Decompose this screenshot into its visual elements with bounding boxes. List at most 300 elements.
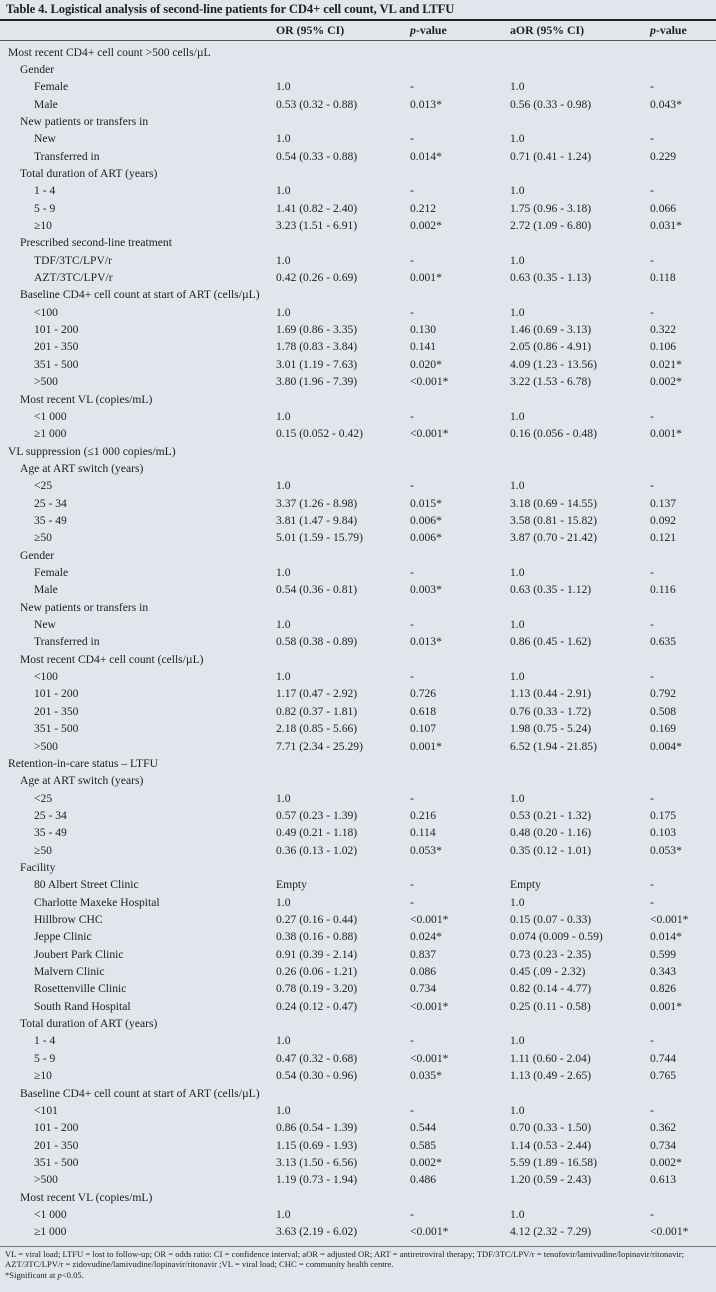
aor-cell: 4.12 (2.32 - 7.29)	[510, 1225, 592, 1239]
table-row	[0, 477, 716, 494]
row-label: South Rand Hospital	[34, 999, 131, 1013]
table-row	[0, 1067, 716, 1084]
or-cell: 0.54 (0.30 - 0.96)	[276, 1069, 358, 1083]
or-cell: 7.71 (2.34 - 25.29)	[276, 739, 363, 753]
or-cell: 3.23 (1.51 - 6.91)	[276, 219, 358, 232]
header-aor: aOR (95% CI)	[510, 23, 585, 37]
table-row	[0, 495, 716, 512]
p-value-cell: -	[410, 1207, 414, 1221]
row-label: 80 Albert Street Clinic	[34, 878, 139, 892]
row-label: 351 - 500	[34, 1155, 79, 1169]
p-value-cell: 0.734	[410, 982, 437, 996]
adjusted-p-value-cell: 0.001*	[650, 427, 682, 441]
adjusted-p-value-cell: 0.343	[650, 965, 677, 979]
or-cell: 3.63 (2.19 - 6.02)	[276, 1225, 358, 1239]
or-cell: 1.41 (0.82 - 2.40)	[276, 201, 358, 215]
footnote	[5, 1249, 711, 1280]
table-row	[0, 911, 716, 928]
row-label: Charlotte Maxeke Hospital	[34, 895, 160, 909]
table-row	[0, 824, 716, 841]
table-row	[0, 338, 716, 355]
row-label: Most recent CD4+ cell count (cells/µL)	[20, 652, 204, 666]
or-cell: 0.54 (0.33 - 0.88)	[276, 149, 358, 163]
table-row	[0, 529, 716, 546]
row-label: ≥50	[34, 843, 52, 857]
p-value-cell: 0.544	[410, 1121, 437, 1135]
p-value-cell: 0.486	[410, 1173, 437, 1187]
header-adjusted-p-value	[650, 22, 687, 39]
group-heading-row	[0, 113, 716, 130]
table-row	[0, 304, 716, 321]
or-cell: 1.78 (0.83 - 3.84)	[276, 340, 358, 354]
or-cell: 1.0	[276, 566, 291, 579]
aor-cell: 4.09 (1.23 - 13.56)	[510, 357, 597, 371]
row-label: Jeppe Clinic	[34, 930, 92, 944]
group-heading-row	[0, 599, 716, 616]
table-row	[0, 200, 716, 217]
footnote-abbreviations: VL = viral load; LTFU = lost to follow-up; OR = odds ratio: CI = confidence interval; aOR = adjusted OR; ART = antiretroviral therapy; TDF/3TC/LPV/r = tenofovir/lamivudine/lopinavir/ritonavir; AZT/3TC/LPV/r = zidovudine/lamivudine/lopinavir/ritonavir ;VL = viral load; CHC = community health centre.	[5, 1249, 685, 1270]
header-p-value	[410, 22, 447, 39]
aor-cell: 0.76 (0.33 - 1.72)	[510, 704, 592, 718]
row-label: <100	[34, 670, 58, 684]
table-row	[0, 425, 716, 442]
adjusted-p-value-cell: 0.121	[650, 531, 677, 545]
row-label: 25 - 34	[34, 808, 67, 822]
aor-cell: 1.0	[510, 184, 525, 198]
p-value-cell: -	[410, 1103, 414, 1117]
adjusted-p-value-cell: 0.734	[650, 1138, 677, 1152]
row-label: Malvern Clinic	[34, 965, 105, 979]
row-label: <1 000	[34, 409, 67, 423]
or-cell: 1.0	[276, 1103, 291, 1117]
or-cell: 1.0	[276, 253, 291, 267]
aor-cell: 1.75 (0.96 - 3.18)	[510, 201, 592, 215]
p-value-cell: -	[410, 409, 414, 423]
adjusted-p-value-cell: 0.508	[650, 704, 677, 718]
aor-cell: 1.0	[510, 253, 525, 267]
adjusted-p-value-cell: 0.229	[650, 149, 677, 163]
table-row	[0, 720, 716, 737]
row-label: ≥1 000	[34, 427, 67, 441]
or-cell: Empty	[276, 878, 307, 892]
aor-cell: 0.73 (0.23 - 2.35)	[510, 947, 592, 961]
row-label: 201 - 350	[34, 340, 79, 354]
row-label: 35 - 49	[34, 826, 67, 840]
adjusted-p-value-cell: 0.137	[650, 496, 677, 510]
adjusted-p-value-cell: -	[650, 305, 654, 319]
aor-cell: 1.0	[510, 409, 525, 423]
row-label: Gender	[20, 62, 55, 76]
or-cell: 0.24 (0.12 - 0.47)	[276, 999, 358, 1013]
p-value-cell: <0.001*	[410, 375, 449, 389]
group-heading-row	[0, 1189, 716, 1206]
or-cell: 0.27 (0.16 - 0.44)	[276, 913, 358, 926]
p-value-cell: <0.001*	[410, 1051, 449, 1065]
row-label: 25 - 34	[34, 496, 67, 510]
row-label: ≥1 000	[34, 1225, 67, 1239]
group-heading-row	[0, 234, 716, 251]
adjusted-p-value-cell: 0.322	[650, 323, 677, 337]
table-row	[0, 96, 716, 113]
adjusted-p-value-cell: 0.169	[650, 722, 677, 736]
row-label: 1 - 4	[34, 184, 56, 198]
row-label: Prescribed second-line treatment	[20, 236, 172, 250]
table-row	[0, 321, 716, 338]
table-row	[0, 807, 716, 824]
aor-cell: 1.0	[510, 305, 525, 319]
p-value-cell: 0.035*	[410, 1069, 442, 1083]
p-value-cell: -	[410, 670, 414, 684]
adjusted-p-value-cell: -	[650, 80, 654, 94]
group-heading-row	[0, 460, 716, 477]
top-rule	[0, 19, 716, 21]
section-heading-row	[0, 443, 716, 460]
table-row	[0, 946, 716, 963]
p-value-cell: 0.002*	[410, 219, 442, 232]
adjusted-p-value-cell: 0.004*	[650, 739, 682, 753]
aor-cell: 1.0	[510, 479, 525, 493]
adjusted-p-value-cell: 0.053*	[650, 843, 682, 857]
p-value-cell: <0.001*	[410, 999, 449, 1013]
table-row	[0, 1223, 716, 1240]
row-label: New patients or transfers in	[20, 600, 149, 614]
table-row	[0, 928, 716, 945]
row-label: 201 - 350	[34, 704, 79, 718]
row-label: Transferred in	[34, 149, 100, 163]
aor-cell: 0.70 (0.33 - 1.50)	[510, 1121, 592, 1135]
row-label: Gender	[20, 548, 55, 562]
aor-cell: 0.56 (0.33 - 0.98)	[510, 97, 592, 111]
group-heading-row	[0, 165, 716, 182]
table-row	[0, 1206, 716, 1223]
p-value-cell: 0.014*	[410, 149, 442, 163]
table-row	[0, 738, 716, 755]
or-cell: 0.15 (0.052 - 0.42)	[276, 427, 363, 441]
header-or: OR (95% CI)	[276, 23, 345, 37]
row-label: Male	[34, 583, 58, 597]
aor-cell: 1.0	[510, 1034, 525, 1048]
p-value-cell: 0.618	[410, 704, 437, 718]
group-heading-row	[0, 859, 716, 876]
row-label: Facility	[20, 860, 56, 874]
table-row	[0, 980, 716, 997]
aor-cell: 0.53 (0.21 - 1.32)	[510, 808, 592, 822]
adjusted-p-value-cell: -	[650, 479, 654, 493]
adjusted-p-value-cell: -	[650, 132, 654, 146]
row-label: New	[34, 618, 56, 632]
row-label: <25	[34, 479, 53, 493]
or-cell: 0.91 (0.39 - 2.14)	[276, 947, 358, 961]
row-label: Most recent VL (copies/mL)	[20, 1190, 153, 1204]
table-row	[0, 685, 716, 702]
table-row	[0, 703, 716, 720]
table-row	[0, 356, 716, 373]
group-heading-row	[0, 286, 716, 303]
or-cell: 1.0	[276, 479, 291, 493]
p-value-cell: 0.003*	[410, 583, 442, 597]
aor-cell: 5.59 (1.89 - 16.58)	[510, 1155, 597, 1169]
or-cell: 0.82 (0.37 - 1.81)	[276, 704, 358, 718]
p-value-cell: -	[410, 791, 414, 805]
aor-cell: 0.15 (0.07 - 0.33)	[510, 913, 592, 926]
row-label: Male	[34, 97, 58, 111]
row-label: Baseline CD4+ cell count at start of ART (cells/µL)	[20, 288, 260, 302]
aor-cell: 6.52 (1.94 - 21.85)	[510, 739, 597, 753]
adjusted-p-value-cell: -	[650, 1103, 654, 1117]
table-row	[0, 1154, 716, 1171]
row-label: >500	[34, 375, 58, 389]
table-row	[0, 512, 716, 529]
p-value-cell: <0.001*	[410, 913, 449, 926]
table-row	[0, 1119, 716, 1136]
or-cell: 1.0	[276, 791, 291, 805]
row-label: >500	[34, 1173, 58, 1187]
group-heading-row	[0, 651, 716, 668]
row-label: Retention-in-care status – LTFU	[8, 756, 158, 770]
row-label: <25	[34, 791, 53, 805]
row-label: Hillbrow CHC	[34, 913, 103, 926]
adjusted-p-value-cell: <0.001*	[650, 913, 689, 926]
aor-cell: 1.0	[510, 791, 525, 805]
adjusted-p-value-cell: 0.031*	[650, 219, 682, 232]
adjusted-p-value-cell: 0.826	[650, 982, 677, 996]
aor-cell: 1.20 (0.59 - 2.43)	[510, 1173, 592, 1187]
p-value-cell: -	[410, 878, 414, 892]
adjusted-p-value-cell: -	[650, 566, 654, 579]
header-p-rest: -value	[415, 23, 447, 37]
or-cell: 0.42 (0.26 - 0.69)	[276, 271, 358, 285]
aor-cell: 1.13 (0.44 - 2.91)	[510, 687, 592, 701]
section-heading-row	[0, 44, 716, 61]
p-value-cell: 0.013*	[410, 635, 442, 649]
table-row	[0, 1032, 716, 1049]
or-cell: 0.86 (0.54 - 1.39)	[276, 1121, 358, 1135]
group-heading-row	[0, 1085, 716, 1102]
adjusted-p-value-cell: 0.014*	[650, 930, 682, 944]
adjusted-p-value-cell: -	[650, 618, 654, 632]
table-row	[0, 1171, 716, 1188]
or-cell: 3.81 (1.47 - 9.84)	[276, 513, 358, 527]
table-row	[0, 1102, 716, 1119]
adjusted-p-value-cell: 0.635	[650, 635, 677, 649]
p-value-cell: 0.585	[410, 1138, 437, 1152]
row-label: Transferred in	[34, 635, 100, 649]
adjusted-p-value-cell: <0.001*	[650, 1225, 689, 1239]
or-cell: 1.19 (0.73 - 1.94)	[276, 1173, 358, 1187]
group-heading-row	[0, 61, 716, 78]
or-cell: 0.36 (0.13 - 1.02)	[276, 843, 358, 857]
aor-cell: 0.63 (0.35 - 1.13)	[510, 271, 592, 285]
or-cell: 5.01 (1.59 - 15.79)	[276, 531, 363, 545]
table-row	[0, 217, 716, 234]
aor-cell: 0.35 (0.12 - 1.01)	[510, 843, 592, 857]
row-label: Female	[34, 566, 69, 579]
row-label: 35 - 49	[34, 513, 67, 527]
p-value-cell: -	[410, 618, 414, 632]
row-label: >500	[34, 739, 58, 753]
aor-cell: 0.45 (.09 - 2.32)	[510, 965, 586, 979]
or-cell: 0.53 (0.32 - 0.88)	[276, 97, 358, 111]
row-label: <100	[34, 305, 58, 319]
adjusted-p-value-cell: 0.043*	[650, 97, 682, 111]
table-row	[0, 668, 716, 685]
adjusted-p-value-cell: 0.066	[650, 201, 677, 215]
aor-cell: 2.05 (0.86 - 4.91)	[510, 340, 592, 354]
table-row	[0, 998, 716, 1015]
row-label: ≥10	[34, 219, 52, 232]
row-label: New patients or transfers in	[20, 114, 149, 128]
aor-cell: 1.0	[510, 80, 525, 94]
row-label: 101 - 200	[34, 323, 79, 337]
p-value-cell: 0.013*	[410, 97, 442, 111]
p-value-cell: 0.053*	[410, 843, 442, 857]
p-value-cell: 0.006*	[410, 513, 442, 527]
table-row	[0, 564, 716, 581]
aor-cell: Empty	[510, 878, 541, 892]
row-label: Most recent CD4+ cell count >500 cells/µL	[8, 45, 211, 59]
or-cell: 1.0	[276, 895, 291, 909]
adjusted-p-value-cell: 0.744	[650, 1051, 677, 1065]
p-value-cell: 0.141	[410, 340, 437, 354]
p-value-cell: 0.024*	[410, 930, 442, 944]
row-label: <101	[34, 1103, 58, 1117]
table-row	[0, 963, 716, 980]
aor-cell: 3.58 (0.81 - 15.82)	[510, 513, 597, 527]
table-title: Table 4. Logistical analysis of second-line patients for CD4+ cell count, VL and LTFU	[6, 2, 455, 16]
adjusted-p-value-cell: 0.175	[650, 808, 677, 822]
row-label: Baseline CD4+ cell count at start of ART (cells/µL)	[20, 1086, 260, 1100]
aor-cell: 1.46 (0.69 - 3.13)	[510, 323, 592, 337]
or-cell: 1.0	[276, 132, 291, 146]
or-cell: 1.15 (0.69 - 1.93)	[276, 1138, 358, 1152]
p-value-cell: -	[410, 479, 414, 493]
section-heading-row	[0, 755, 716, 772]
adjusted-p-value-cell: -	[650, 670, 654, 684]
group-heading-row	[0, 547, 716, 564]
row-label: 5 - 9	[34, 201, 56, 215]
footnote-significance	[5, 1270, 711, 1280]
adjusted-p-value-cell: 0.092	[650, 513, 677, 527]
or-cell: 1.0	[276, 1034, 291, 1048]
row-label: 351 - 500	[34, 357, 79, 371]
table-row	[0, 1137, 716, 1154]
aor-cell: 0.71 (0.41 - 1.24)	[510, 149, 592, 163]
or-cell: 3.13 (1.50 - 6.56)	[276, 1155, 358, 1169]
row-label: Total duration of ART (years)	[20, 1017, 158, 1031]
adjusted-p-value-cell: 0.002*	[650, 375, 682, 389]
aor-cell: 1.13 (0.49 - 2.65)	[510, 1069, 592, 1083]
table-row	[0, 373, 716, 390]
p-value-cell: -	[410, 132, 414, 146]
aor-cell: 3.18 (0.69 - 14.55)	[510, 496, 597, 510]
aor-cell: 2.72 (1.09 - 6.80)	[510, 219, 592, 232]
adjusted-p-value-cell: -	[650, 878, 654, 892]
aor-cell: 1.0	[510, 132, 525, 146]
p-value-cell: <0.001*	[410, 1225, 449, 1239]
or-cell: 0.58 (0.38 - 0.89)	[276, 635, 358, 649]
adjusted-p-value-cell: -	[650, 253, 654, 267]
p-value-cell: -	[410, 566, 414, 579]
or-cell: 1.0	[276, 670, 291, 684]
adjusted-p-value-cell: 0.362	[650, 1121, 677, 1135]
p-value-cell: -	[410, 895, 414, 909]
p-value-cell: -	[410, 1034, 414, 1048]
aor-cell: 1.11 (0.60 - 2.04)	[510, 1051, 591, 1065]
aor-cell: 0.074 (0.009 - 0.59)	[510, 930, 603, 944]
p-value-cell: 0.130	[410, 323, 437, 337]
aor-cell: 1.14 (0.53 - 2.44)	[510, 1138, 592, 1152]
or-cell: 3.01 (1.19 - 7.63)	[276, 357, 358, 371]
table-row	[0, 130, 716, 147]
table-row	[0, 148, 716, 165]
adjusted-p-value-cell: 0.792	[650, 687, 677, 701]
aor-cell: 0.82 (0.14 - 4.77)	[510, 982, 592, 996]
adjusted-p-value-cell: 0.765	[650, 1069, 677, 1083]
row-label: 101 - 200	[34, 687, 79, 701]
or-cell: 0.26 (0.06 - 1.21)	[276, 965, 358, 979]
header-rule	[0, 40, 716, 41]
or-cell: 1.17 (0.47 - 2.92)	[276, 687, 358, 701]
sig-suffix: <0.05.	[61, 1269, 84, 1280]
table-row	[0, 252, 716, 269]
or-cell: 1.0	[276, 618, 291, 632]
table-row	[0, 581, 716, 598]
p-value-cell: 0.212	[410, 201, 437, 215]
header-p2-rest: -value	[655, 23, 687, 37]
p-value-cell: 0.001*	[410, 739, 442, 753]
adjusted-p-value-cell: 0.599	[650, 947, 677, 961]
or-cell: 0.49 (0.21 - 1.18)	[276, 826, 358, 840]
adjusted-p-value-cell: -	[650, 1207, 654, 1221]
row-label: Female	[34, 80, 69, 94]
or-cell: 0.78 (0.19 - 3.20)	[276, 982, 358, 996]
row-label: TDF/3TC/LPV/r	[34, 253, 112, 267]
table-row	[0, 790, 716, 807]
or-cell: 1.0	[276, 305, 291, 319]
row-label: 1 - 4	[34, 1034, 56, 1048]
table-row	[0, 408, 716, 425]
aor-cell: 1.0	[510, 895, 525, 909]
group-heading-row	[0, 391, 716, 408]
adjusted-p-value-cell: -	[650, 791, 654, 805]
adjusted-p-value-cell: -	[650, 895, 654, 909]
row-label: Total duration of ART (years)	[20, 166, 158, 180]
adjusted-p-value-cell: 0.103	[650, 826, 677, 840]
row-label: Joubert Park Clinic	[34, 947, 124, 961]
p-value-cell: 0.107	[410, 722, 437, 736]
sig-italic: p	[57, 1269, 62, 1280]
aor-cell: 1.0	[510, 1103, 525, 1117]
row-label: New	[34, 132, 56, 146]
or-cell: 1.0	[276, 409, 291, 423]
or-cell: 1.69 (0.86 - 3.35)	[276, 323, 358, 337]
sig-prefix: *Significant at	[5, 1269, 58, 1280]
table-row	[0, 269, 716, 286]
adjusted-p-value-cell: 0.116	[650, 583, 676, 597]
table-row	[0, 616, 716, 633]
adjusted-p-value-cell: 0.106	[650, 340, 677, 354]
or-cell: 0.57 (0.23 - 1.39)	[276, 808, 358, 822]
row-label: Age at ART switch (years)	[20, 774, 144, 788]
aor-cell: 1.0	[510, 566, 525, 579]
aor-cell: 1.98 (0.75 - 5.24)	[510, 722, 592, 736]
p-value-cell: 0.086	[410, 965, 437, 979]
aor-cell: 3.22 (1.53 - 6.78)	[510, 375, 592, 389]
adjusted-p-value-cell: 0.118	[650, 271, 676, 285]
row-label: 101 - 200	[34, 1121, 79, 1135]
adjusted-p-value-cell: 0.002*	[650, 1155, 682, 1169]
row-label: VL suppression (≤1 000 copies/mL)	[8, 444, 176, 458]
